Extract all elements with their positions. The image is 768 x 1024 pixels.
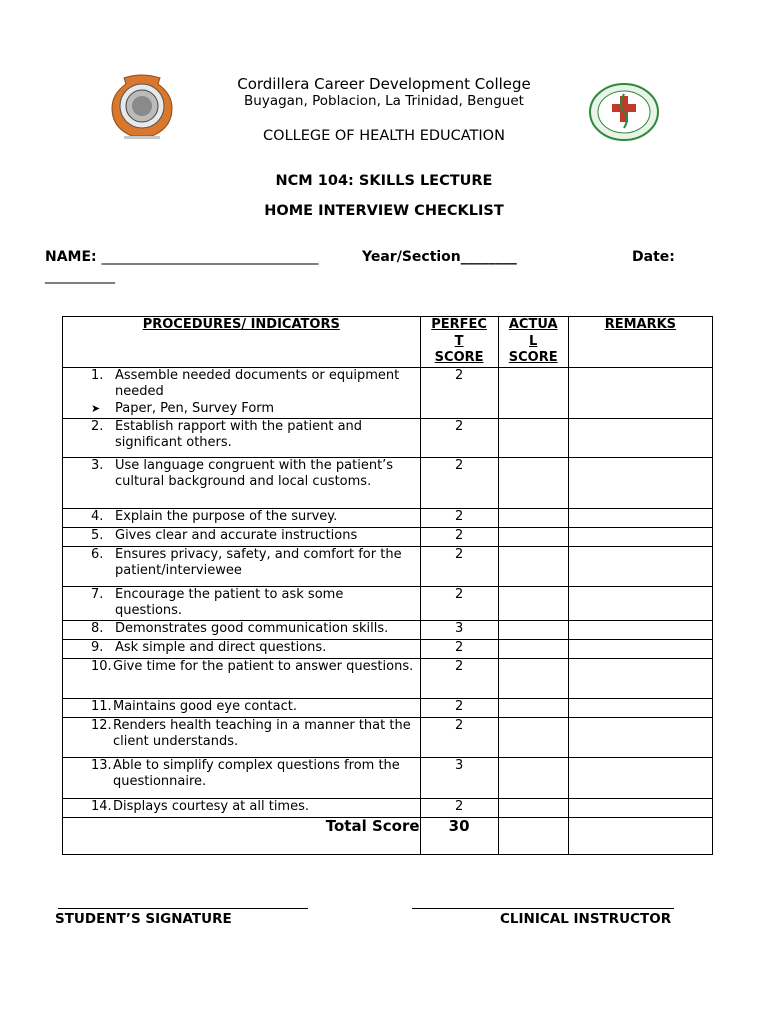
table-header-row: [63, 317, 713, 368]
remarks-cell[interactable]: [568, 757, 712, 798]
procedure-cell: [63, 546, 421, 586]
procedure-cell: [63, 418, 421, 457]
remarks-cell[interactable]: [568, 367, 712, 418]
item-text: Establish rapport with the patient and significant others.: [115, 418, 363, 450]
item-text: Use language congruent with the patient’s cultural background and local customs.: [115, 457, 394, 489]
actual-score-cell[interactable]: [498, 527, 568, 546]
table-row: [63, 798, 713, 817]
perfect-score-cell: 2: [420, 639, 498, 658]
header-perfect-line2: T: [454, 333, 464, 349]
actual-score-cell[interactable]: [498, 508, 568, 527]
perfect-score-cell: 2: [420, 798, 498, 817]
year-section-field[interactable]: Year/Section________: [362, 249, 517, 265]
item-number: 2.: [91, 418, 104, 434]
table-row: [63, 586, 713, 620]
name-label: [45, 249, 319, 265]
total-score-label: Total Score: [63, 817, 421, 854]
name-blank[interactable]: _______________________________: [101, 249, 319, 265]
procedure-cell: [63, 527, 421, 546]
instructor-signature-line[interactable]: [412, 908, 674, 909]
actual-score-cell[interactable]: [498, 367, 568, 418]
procedure-cell: [63, 757, 421, 798]
remarks-cell[interactable]: [568, 658, 712, 698]
header-actual-line3: SCORE: [508, 350, 558, 365]
procedure-cell: [63, 717, 421, 757]
item-number: 1.: [91, 367, 104, 383]
item-text: Explain the purpose of the survey.: [115, 508, 338, 524]
item-text: Able to simplify complex questions from the questionnaire.: [113, 757, 400, 789]
perfect-score-cell: 2: [420, 527, 498, 546]
item-text: Assemble needed documents or equipment needed: [115, 367, 400, 399]
item-number: 10.: [91, 658, 112, 674]
item-text: Give time for the patient to answer questions.: [113, 658, 414, 674]
department-name: COLLEGE OF HEALTH EDUCATION: [263, 128, 505, 144]
item-text: Encourage the patient to ask some questions.: [115, 586, 344, 618]
remarks-cell[interactable]: [568, 639, 712, 658]
remarks-cell[interactable]: [568, 798, 712, 817]
perfect-score-cell: 2: [420, 546, 498, 586]
table-row: [63, 418, 713, 457]
student-signature-label: STUDENT’S SIGNATURE: [55, 911, 232, 927]
item-text: Renders health teaching in a manner that the client understands.: [113, 717, 411, 749]
name-label-text: NAME:: [45, 249, 97, 265]
item-number: 12.: [91, 717, 112, 733]
total-remarks-cell[interactable]: [568, 817, 712, 854]
item-number: 6.: [91, 546, 104, 562]
item-text: Demonstrates good communication skills.: [115, 620, 389, 636]
remarks-cell[interactable]: [568, 717, 712, 757]
procedure-cell: [63, 508, 421, 527]
item-subtext: Paper, Pen, Survey Form: [115, 400, 275, 416]
actual-score-cell[interactable]: [498, 698, 568, 717]
header-perfect-score: [420, 317, 498, 368]
college-address: Buyagan, Poblacion, La Trinidad, Benguet: [244, 93, 524, 109]
actual-score-cell[interactable]: [498, 620, 568, 639]
actual-score-cell[interactable]: [498, 658, 568, 698]
course-title: NCM 104: SKILLS LECTURE: [275, 173, 493, 189]
procedure-cell: [63, 367, 421, 418]
perfect-score-cell: 2: [420, 717, 498, 757]
remarks-cell[interactable]: [568, 620, 712, 639]
perfect-score-cell: 2: [420, 367, 498, 418]
procedure-cell: [63, 457, 421, 508]
perfect-score-cell: 2: [420, 457, 498, 508]
remarks-cell[interactable]: [568, 698, 712, 717]
table-row: [63, 639, 713, 658]
item-text: Displays courtesy at all times.: [113, 798, 309, 814]
procedure-cell: [63, 586, 421, 620]
perfect-score-cell: 2: [420, 586, 498, 620]
perfect-score-cell: 2: [420, 658, 498, 698]
table-row: [63, 717, 713, 757]
item-number: 14.: [91, 798, 112, 814]
remarks-cell[interactable]: [568, 527, 712, 546]
actual-score-cell[interactable]: [498, 639, 568, 658]
header-actual-score: [498, 317, 568, 368]
table-row: [63, 658, 713, 698]
actual-score-cell[interactable]: [498, 717, 568, 757]
remarks-cell[interactable]: [568, 546, 712, 586]
perfect-score-cell: 2: [420, 418, 498, 457]
actual-score-cell[interactable]: [498, 457, 568, 508]
header-perfect-line3: SCORE: [434, 350, 484, 365]
item-number: 8.: [91, 620, 104, 636]
actual-score-cell[interactable]: [498, 798, 568, 817]
item-text: Maintains good eye contact.: [113, 698, 297, 714]
table-row: [63, 546, 713, 586]
college-name: Cordillera Career Development College: [237, 75, 531, 93]
actual-score-cell[interactable]: [498, 418, 568, 457]
actual-score-cell[interactable]: [498, 586, 568, 620]
procedure-cell: [63, 798, 421, 817]
header-procedures: PROCEDURES/ INDICATORS: [63, 317, 421, 368]
item-text: Ask simple and direct questions.: [115, 639, 327, 655]
date-label: Date:: [632, 249, 675, 265]
item-number: 9.: [91, 639, 104, 655]
item-text: Ensures privacy, safety, and comfort for the patient/interviewee: [115, 546, 402, 578]
checklist-table: [62, 316, 713, 855]
perfect-score-cell: 2: [420, 698, 498, 717]
table-row: [63, 457, 713, 508]
actual-score-cell[interactable]: [498, 757, 568, 798]
student-signature-line[interactable]: [58, 908, 308, 909]
table-row: [63, 367, 713, 418]
table-row: [63, 757, 713, 798]
item-number: 13.: [91, 757, 112, 773]
item-number: 11.: [91, 698, 112, 714]
perfect-score-cell: 3: [420, 757, 498, 798]
item-number: 7.: [91, 586, 104, 602]
table-row: [63, 698, 713, 717]
header-actual-line2: L: [529, 333, 538, 349]
total-row: [63, 817, 713, 854]
header-remarks: REMARKS: [568, 317, 712, 368]
procedure-cell: [63, 658, 421, 698]
table-row: [63, 508, 713, 527]
header-actual-line1: ACTUA: [508, 317, 558, 332]
procedure-cell: [63, 639, 421, 658]
item-number: 4.: [91, 508, 104, 524]
remarks-cell[interactable]: [568, 508, 712, 527]
date-blank[interactable]: __________: [45, 268, 115, 284]
procedure-cell: [63, 620, 421, 639]
table-row: [63, 527, 713, 546]
header-perfect-line1: PERFEC: [431, 317, 487, 332]
remarks-cell[interactable]: [568, 586, 712, 620]
item-number: 5.: [91, 527, 104, 543]
total-actual-score-cell[interactable]: [498, 817, 568, 854]
perfect-score-cell: 3: [420, 620, 498, 639]
procedure-cell: [63, 698, 421, 717]
instructor-signature-label: CLINICAL INSTRUCTOR: [500, 911, 672, 927]
perfect-score-cell: 2: [420, 508, 498, 527]
total-score-value: 30: [420, 817, 498, 854]
remarks-cell[interactable]: [568, 418, 712, 457]
table-row: [63, 620, 713, 639]
item-text: Gives clear and accurate instructions: [115, 527, 358, 543]
item-number: 3.: [91, 457, 104, 473]
remarks-cell[interactable]: [568, 457, 712, 508]
checklist-title: HOME INTERVIEW CHECKLIST: [264, 203, 504, 219]
actual-score-cell[interactable]: [498, 546, 568, 586]
arrow-bullet-icon: ➤: [91, 401, 101, 415]
